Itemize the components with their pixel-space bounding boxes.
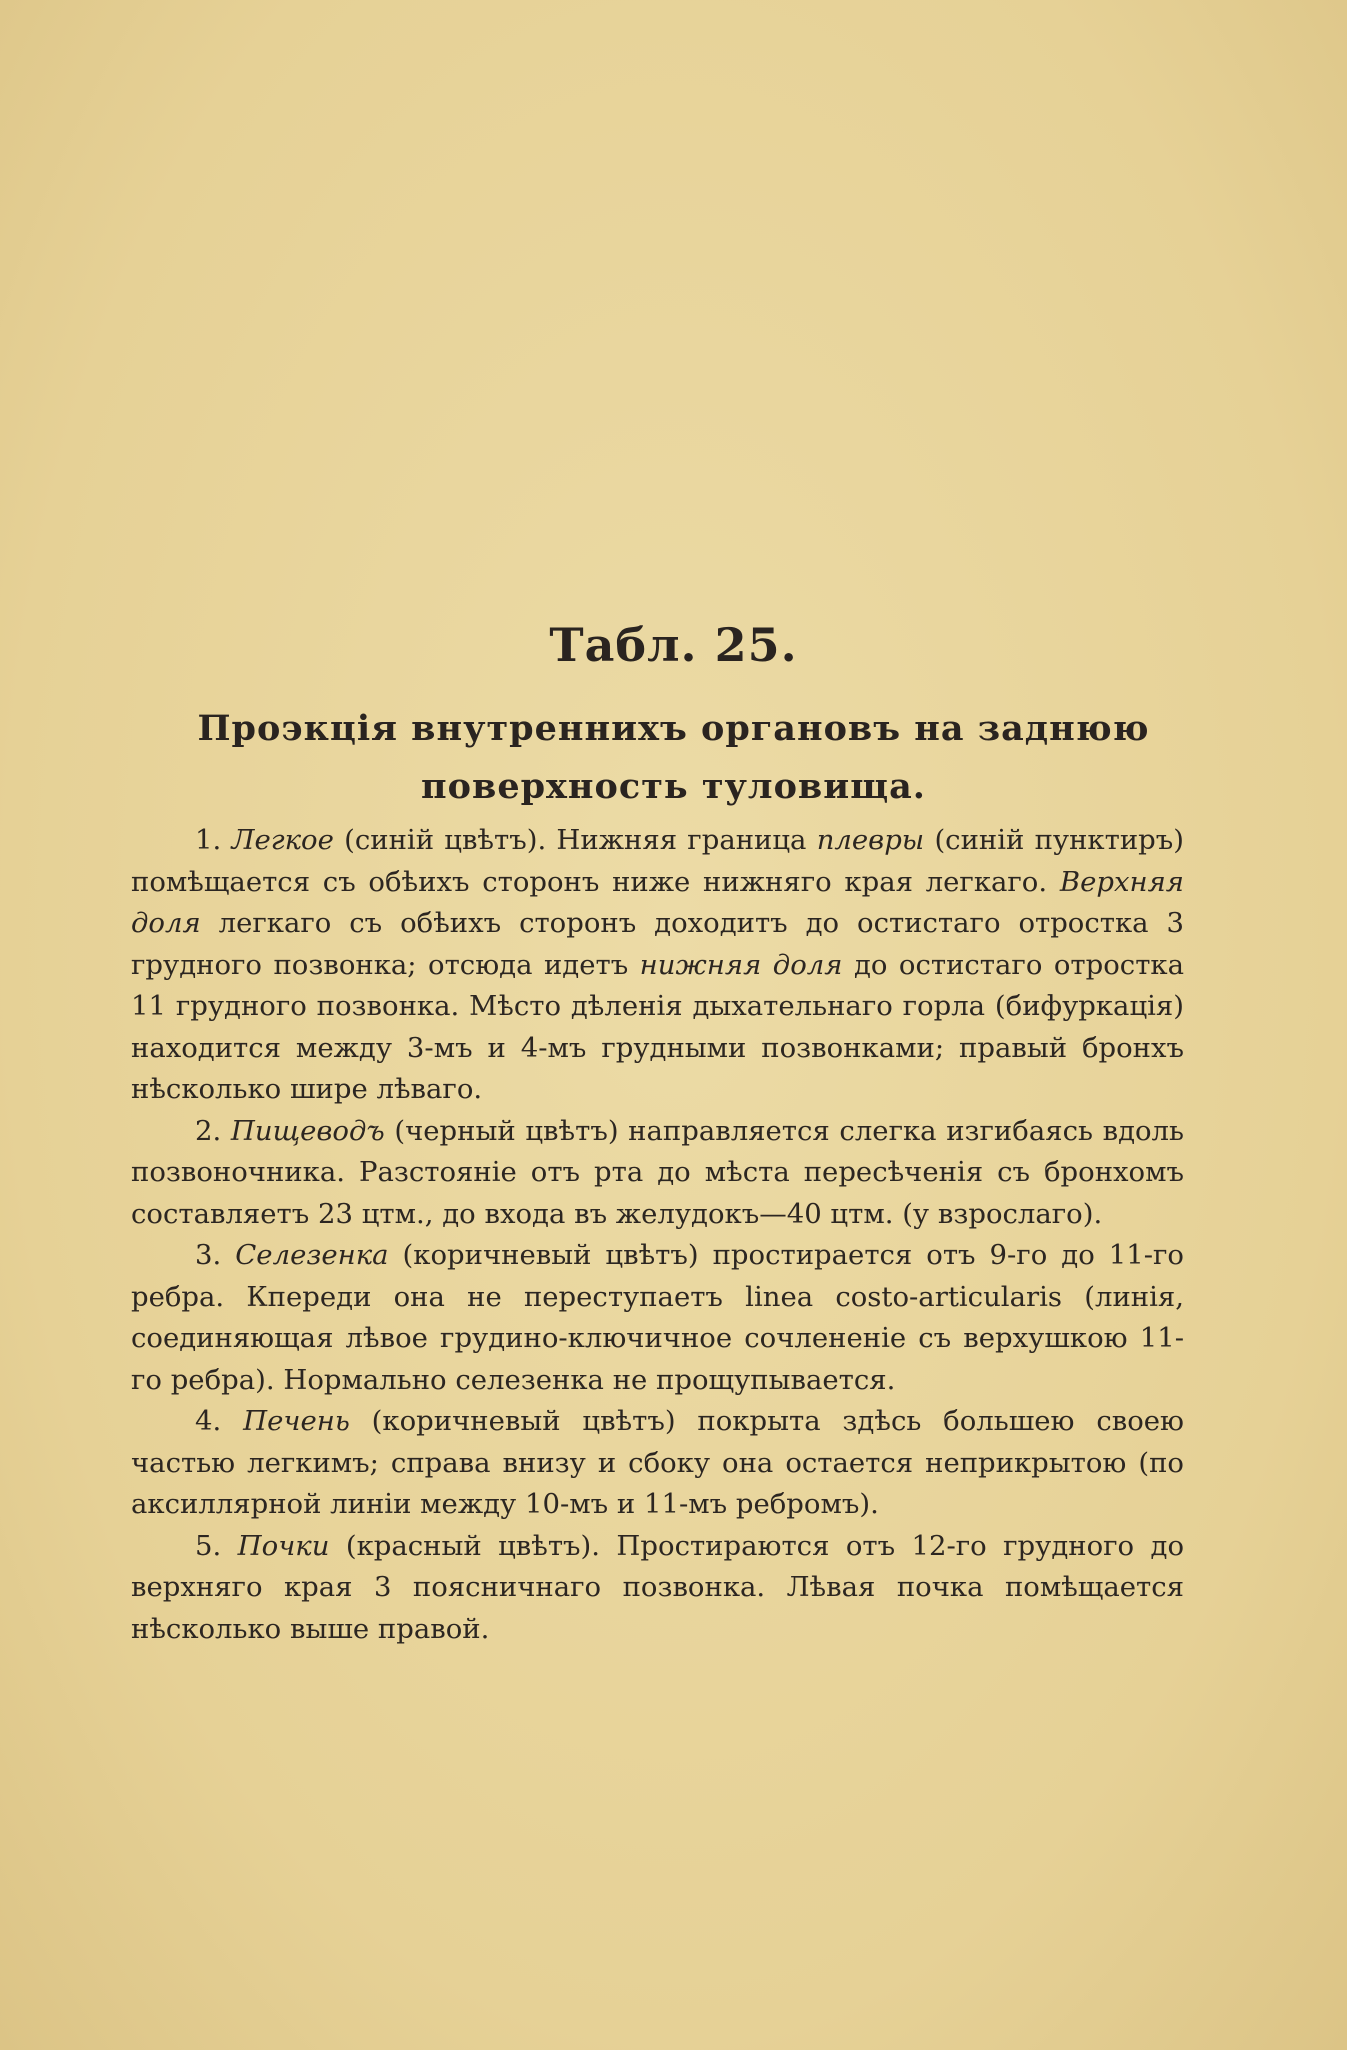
- italic-term: Верхняя доля: [131, 865, 1184, 939]
- italic-term: нижняя доля: [639, 948, 843, 981]
- organ-term: Селезенка: [235, 1239, 389, 1271]
- item-number: 3.: [195, 1239, 222, 1271]
- paragraph-text: (синій пунктиръ) помѣщается съ обѣихъ сторонъ ниже нижняго края легкаго.: [131, 824, 1184, 898]
- paragraph-text: легкаго съ обѣихъ сторонъ доходитъ до остистаго отростка 3 грудного позвонка; отсюда идетъ: [131, 907, 1184, 981]
- paragraph-text: (коричневый цвѣтъ) простирается отъ 9-го до 11-го ребра. Кпереди она не переступаетъ linea costo-articularis (линія, соединяющая лѣвое грудино-ключичное сочлененіе съ верхушкою 11-го ребра). Нормально селезенка не прощупывается.: [131, 1239, 1184, 1396]
- paragraph-liver: [131, 1401, 1184, 1526]
- paragraph-esophagus: [131, 1111, 1184, 1236]
- paragraph-text: (синій цвѣтъ). Нижняя граница: [333, 824, 817, 856]
- table-title: Табл. 25.: [549, 618, 798, 672]
- paragraph-text: (коричневый цвѣтъ) покрыта здѣсь большею своею частью легкимъ; справа внизу и сбоку она остается неприкрытою (по аксиллярной линіи между 10-мъ и 11-мъ ребромъ).: [131, 1405, 1184, 1520]
- italic-term: плевры: [816, 824, 925, 856]
- paragraph-text: (черный цвѣтъ) направляется слегка изгибаясь вдоль позвоночника. Разстояніе отъ рта до мѣста пересѣченія съ бронхомъ составляетъ 23 цтм., до входа въ желудокъ—40 цтм. (у взрослаго).: [131, 1114, 1184, 1230]
- item-number: 4.: [195, 1405, 222, 1437]
- organ-term: Легкое: [231, 824, 334, 856]
- item-number: 1.: [195, 824, 222, 856]
- organ-term: Почки: [237, 1529, 330, 1562]
- paragraph-kidneys: [131, 1526, 1184, 1651]
- heading-line-1: Проэкція внутреннихъ органовъ на заднюю: [197, 708, 1150, 749]
- paragraph-text: (красный цвѣтъ). Простираются отъ 12-го грудного до верхняго края 3 поясничнаго позвонка. Лѣвая почка помѣщается нѣсколько выше правой.: [131, 1529, 1184, 1645]
- item-number: 2.: [195, 1114, 222, 1147]
- organ-term: Пищеводъ: [230, 1114, 385, 1147]
- heading-line-2: поверхность туловища.: [421, 766, 926, 807]
- body-text: [131, 820, 1184, 1650]
- section-heading: [150, 700, 1197, 816]
- organ-term: Печень: [243, 1405, 350, 1437]
- item-number: 5.: [195, 1529, 222, 1562]
- paragraph-lung: [131, 820, 1184, 1111]
- paragraph-text: до остистаго отростка 11 грудного позвонка. Мѣсто дѣленія дыхательнаго горла (бифуркація) находится между 3-мъ и 4-мъ грудными позвонками; правый бронхъ нѣсколько шире лѣваго.: [131, 948, 1184, 1105]
- paragraph-spleen: [131, 1235, 1184, 1401]
